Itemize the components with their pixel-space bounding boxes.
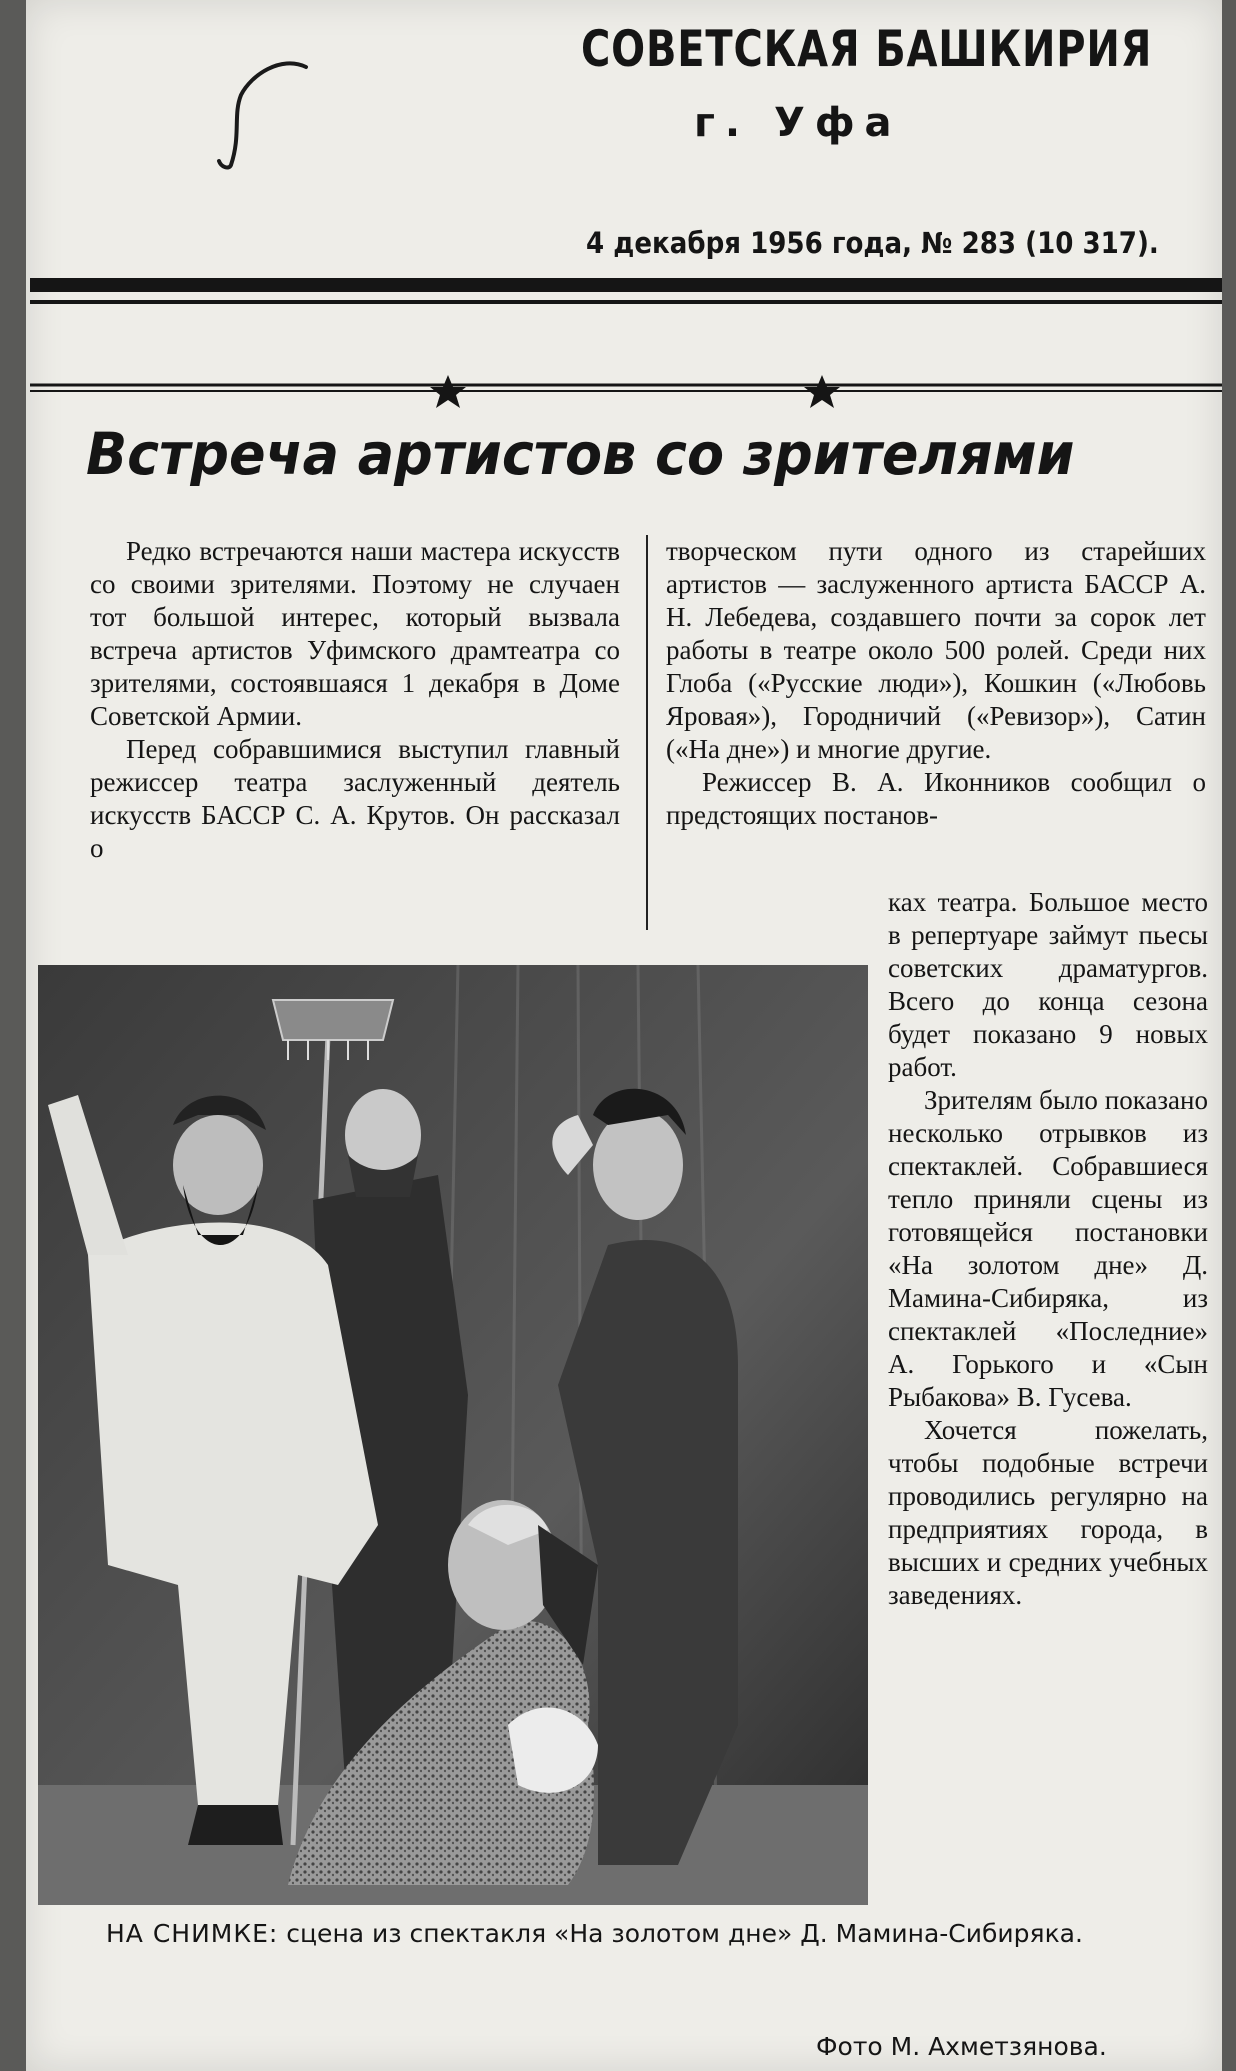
column-divider — [646, 535, 648, 930]
paragraph: Режиссер В. А. Иконников сообщил о предстоящих постанов- — [666, 767, 1206, 830]
paragraph: Зрителям было показано несколько отрывков из спектаклей. Собравшиеся тепло приняли сцены из готовящейся постановки «На золотом дне» Д. Мамина-Сибиряка, из спектаклей «Последние» А. Горького и «Сын Рыбакова» В. Гусева. — [888, 1085, 1208, 1412]
newspaper-title: СОВЕТСКАЯ БАШКИРИЯ — [581, 20, 1153, 78]
paragraph: Хочется пожелать, чтобы подобные встречи проводились регулярно на предприятиях города, в высших и средних учебных заведениях. — [888, 1415, 1208, 1610]
newspaper-clipping — [26, 0, 1222, 2071]
paragraph: Перед собравшимися выступил главный режиссер театра заслуженный деятель искусств БАССР С. А. Крутов. Он рассказал о — [90, 734, 620, 863]
star-divider — [30, 375, 1222, 415]
handwritten-mark — [211, 55, 331, 175]
caption-label: НА СНИМКЕ: — [106, 1919, 279, 1948]
caption-text: сцена из спектакля «На золотом дне» Д. Мамина-Сибиряка. — [286, 1919, 1083, 1948]
paragraph: Редко встречаются наши мастера искусств со своими зрителями. Поэтому не случаен тот большой интерес, который вызвала встреча артистов Уфимского драмтеатра со зрителями, состоявшаяся 1 декабря в Доме Советской Армии. — [90, 536, 620, 731]
masthead-rule-thick — [30, 278, 1222, 292]
article-column-3 — [888, 886, 1208, 1612]
masthead-rule-thin — [30, 300, 1222, 304]
article-column-1 — [90, 535, 620, 865]
paragraph: ках театра. Большое место в репертуаре займут пьесы советских драматургов. Всего до конца сезона будет показано 9 новых работ. — [888, 887, 1208, 1082]
photo-caption — [106, 1918, 1186, 1950]
city-label: г. Уфа — [694, 100, 902, 146]
issue-date-number: 4 декабря 1956 года, № 283 (10 317). — [586, 226, 1159, 260]
article-column-2 — [666, 535, 1206, 832]
photo-credit: Фото М. Ахметзянова. — [816, 2032, 1107, 2061]
paragraph: творческом пути одного из старейших артистов — заслуженного артиста БАССР А. Н. Лебедева, создавшего почти за сорок лет работы в театре около 500 ролей. Среди них Глоба («Русские люди»), Кошкин («Любовь Яровая»), Городничий («Ревизор»), Сатин («На дне») и многие другие. — [666, 536, 1206, 764]
stage-photo — [38, 965, 868, 1905]
article-headline: Встреча артистов со зрителями — [86, 420, 1075, 488]
